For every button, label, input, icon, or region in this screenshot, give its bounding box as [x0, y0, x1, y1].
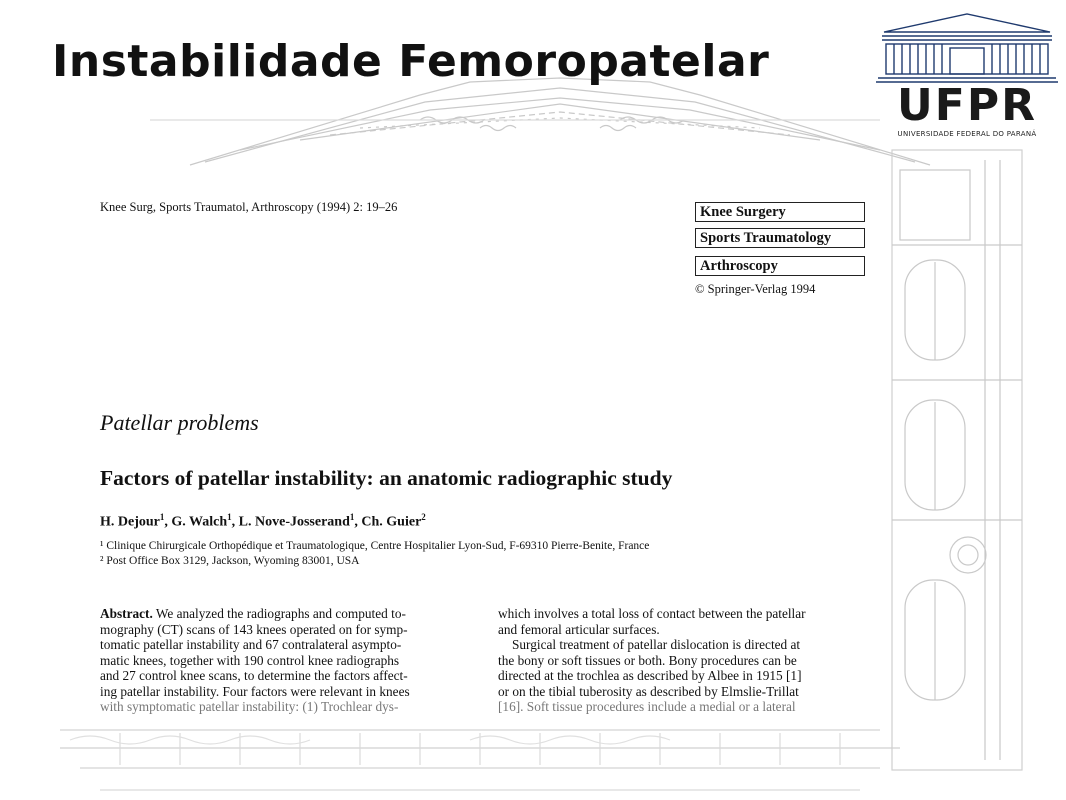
- author-affiliation-mark: 1: [227, 512, 232, 522]
- author-name: L. Nove-Josserand: [238, 514, 350, 530]
- paper-title: Factors of patellar instability: an anatomic radiographic study: [100, 466, 673, 490]
- journal-box-sports-traumatology: Sports Traumatology: [695, 228, 865, 248]
- text-line-cut: [16]. Soft tissue procedures include a medial or a lateral: [498, 699, 796, 714]
- journal-citation: Knee Surg, Sports Traumatol, Arthroscopy (1994) 2: 19–26: [100, 200, 398, 214]
- body-column-right: [498, 606, 870, 715]
- text-line: tomatic patellar instability and 67 contralateral asympto-: [100, 637, 402, 652]
- text-line: Surgical treatment of patellar dislocation is directed at: [512, 637, 801, 652]
- text-line: which involves a total loss of contact between the patellar: [498, 606, 806, 621]
- author-name: H. Dejour: [100, 514, 160, 530]
- journal-box-knee-surgery: Knee Surgery: [695, 202, 865, 222]
- affiliation-1: ¹ Clinique Chirurgicale Orthopédique et Traumatologique, Centre Hospitalier Lyon-Sud, F-69310 Pierre-Benite, France: [100, 540, 650, 552]
- ufpr-building-icon: [874, 10, 1060, 84]
- text-line: [100, 606, 472, 622]
- ufpr-logo: [874, 10, 1060, 138]
- author-affiliation-mark: 2: [421, 512, 426, 522]
- text-line: and 27 control knee scans, to determine the factors affect-: [100, 668, 408, 683]
- text-line-content: We analyzed the radiographs and computed to-: [152, 606, 406, 621]
- ufpr-logo-subtitle: UNIVERSIDADE FEDERAL DO PARANÁ: [897, 130, 1037, 138]
- author-name: G. Walch: [171, 514, 228, 530]
- text-line-cut: with symptomatic patellar instability: (1) Trochlear dys-: [100, 699, 399, 714]
- abstract-column-left: [100, 606, 472, 715]
- text-line: or on the tibial tuberosity as described by Elmslie-Trillat: [498, 683, 799, 699]
- text-line: and femoral articular surfaces.: [498, 621, 660, 637]
- text-line: matic knees, together with 190 control knee radiographs: [100, 652, 400, 668]
- copyright-notice: © Springer-Verlag 1994: [695, 282, 816, 296]
- text-line: directed at the trochlea as described by Albee in 1915 [1]: [498, 668, 802, 683]
- paper-scan: [52, 166, 887, 718]
- section-heading: Patellar problems: [100, 410, 259, 435]
- ufpr-logo-letters: UFPR: [897, 80, 1037, 131]
- author-list: H. Dejour$^1$, G. Walch$^1$, L. Nove-Josserand$^1$, Ch. Guier$^2$: [100, 512, 426, 530]
- journal-box-arthroscopy: Arthroscopy: [695, 256, 865, 276]
- author-name: Ch. Guier: [361, 514, 422, 530]
- affiliation-2: ² Post Office Box 3129, Jackson, Wyoming 83001, USA: [100, 555, 360, 567]
- abstract-label: Abstract.: [100, 606, 153, 621]
- author-affiliation-mark: 1: [349, 512, 355, 522]
- text-line: ing patellar instability. Four factors were relevant in knees: [100, 683, 410, 699]
- text-line: the bony or soft tissues or both. Bony procedures can be: [498, 652, 797, 668]
- author-affiliation-mark: 1: [159, 512, 165, 522]
- text-line: mography (CT) scans of 143 knees operated on for symp-: [100, 621, 408, 637]
- slide-title: Instabilidade Femoropatelar: [52, 36, 770, 87]
